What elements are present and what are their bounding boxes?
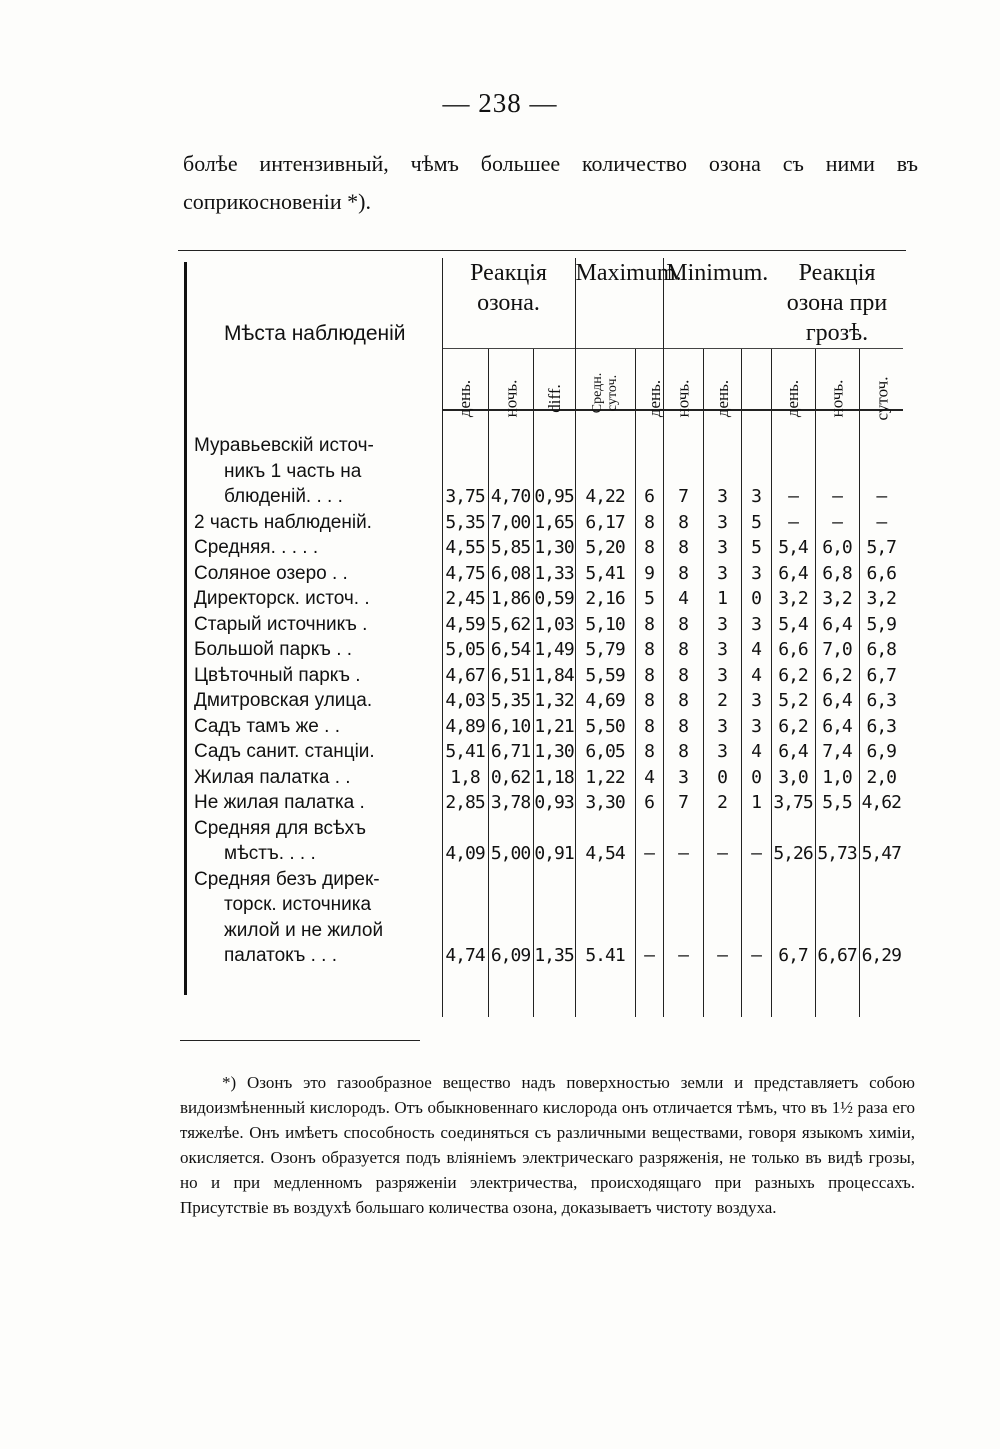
column-header-label: ночь. (501, 379, 520, 418)
table-cell: 1,03 (533, 612, 575, 638)
table-cell: 8 (663, 714, 703, 740)
table-cell: 0,62 (488, 765, 533, 791)
table-cell: 6,7 (859, 663, 903, 689)
footnote: *) Озонъ это газообразное вещество надъ поверхностью земли и представляетъ собою видоизмѣненный кислородъ. Отъ обыкновеннаго кислорода онъ отличается тѣмъ, что въ 1½ раза его тяжелѣе. Онъ имѣетъ способность соединяться съ различными веществами, говоря языкомъ химіи, окисляется. Озонъ образуется подъ вліяніемъ электрическаго разряженія, не только въ видѣ грозы, но и при медленномъ разряженіи электричества, происходящаго при разныхъ процессахъ. Присутствіе въ воздухѣ большаго количества озона, доказываетъ чистоту воздуха. (180, 1073, 915, 1217)
table-cell: — (663, 867, 703, 969)
table-cell: 6,7 (771, 867, 815, 969)
table-cell: 5,47 (859, 816, 903, 867)
table-cell: — (703, 816, 741, 867)
table-row (188, 535, 903, 561)
column-header (442, 349, 488, 418)
table-cell: 5,7 (859, 535, 903, 561)
table-cell: 4,75 (442, 561, 488, 587)
table-cell: 5.41 (575, 867, 635, 969)
table-cell: 3 (703, 612, 741, 638)
table-cell: 5,50 (575, 714, 635, 740)
table-cell: — (859, 510, 903, 536)
table-cell: 0 (741, 586, 771, 612)
table-cell: 1 (703, 586, 741, 612)
place-name (188, 586, 442, 612)
table-cell: — (771, 510, 815, 536)
table-cell: 4,59 (442, 612, 488, 638)
column-header (815, 349, 859, 418)
table-cell: 1,18 (533, 765, 575, 791)
table-cell: 0,91 (533, 816, 575, 867)
table-cell: 3 (663, 765, 703, 791)
table-cell: 6 (635, 433, 663, 510)
table-cell: 4,55 (442, 535, 488, 561)
table-cell: 0 (703, 765, 741, 791)
table-cell: 8 (663, 535, 703, 561)
column-header-label: ночь. (827, 379, 847, 418)
table-cell: 8 (635, 714, 663, 740)
table-cell: 5,59 (575, 663, 635, 689)
table-cell: 6,3 (859, 714, 903, 740)
table-cell: 7 (663, 433, 703, 510)
column-header-label: Средн. суточ. (590, 372, 621, 414)
table-cell: 6,51 (488, 663, 533, 689)
ozone-table (188, 258, 903, 1017)
table-cell: 4,09 (442, 816, 488, 867)
table-cell: 8 (635, 535, 663, 561)
table-cell: 3 (741, 714, 771, 740)
group-header-storm-reaction: Реакція озона при грозѣ. (786, 260, 888, 346)
table-cell: — (635, 867, 663, 969)
table-cell: 6,3 (859, 688, 903, 714)
intro-paragraph: болѣе интензивный, чѣмъ большее количество озона съ ними въ соприкосновеніи *). (183, 151, 918, 214)
place-name-line: мѣстъ. . . . (224, 843, 316, 864)
table-row (188, 561, 903, 587)
table-cell: 3 (703, 714, 741, 740)
place-name-line: Не жилая палатка . (194, 792, 365, 813)
table-cell: 4,67 (442, 663, 488, 689)
table-cell: 6,29 (859, 867, 903, 969)
table-cell: 8 (663, 510, 703, 536)
place-name-line: Директорск. источ. . (194, 588, 370, 609)
table-cell: 6,4 (771, 739, 815, 765)
table-cell: 2 (703, 790, 741, 816)
table-row (188, 790, 903, 816)
table-cell: 3,2 (859, 586, 903, 612)
place-name (188, 765, 442, 791)
group-header-reaction: Реакція озона. (442, 258, 575, 349)
table-cell: 8 (635, 637, 663, 663)
column-header-label: день. (455, 379, 475, 418)
place-name-line: Средняя для всѣхъ (194, 817, 367, 839)
place-name (188, 688, 442, 714)
table-cell: 5,4 (771, 612, 815, 638)
table-cell: 6,2 (815, 663, 859, 689)
place-name-line: палатокъ . . . (224, 945, 338, 966)
place-name-line: Муравьевскій источ- (194, 435, 374, 456)
table-cell: 2,85 (442, 790, 488, 816)
place-name (188, 433, 442, 510)
places-column-header: Мѣста наблюденій (223, 322, 406, 345)
table-cell: 3 (703, 561, 741, 587)
table-cell: — (741, 867, 771, 969)
table-cell: 3 (703, 535, 741, 561)
table-cell: 1 (741, 790, 771, 816)
table-cell: 5,20 (575, 535, 635, 561)
table-cell: 3,30 (575, 790, 635, 816)
table-cell: 4,54 (575, 816, 635, 867)
place-name (188, 663, 442, 689)
column-header (663, 349, 703, 418)
table-cell: 5 (741, 535, 771, 561)
table-cell: 1,30 (533, 739, 575, 765)
place-name-line: блюденій. . . . (224, 486, 343, 507)
ozone-table-frame (178, 250, 906, 995)
table-cell: 8 (635, 739, 663, 765)
table-cell: 4 (663, 586, 703, 612)
place-name-line: жилой и не жилой (224, 919, 384, 941)
table-cell: 1,30 (533, 535, 575, 561)
column-header-label: день. (783, 379, 803, 418)
table-cell: 8 (663, 688, 703, 714)
table-cell: 5,10 (575, 612, 635, 638)
table-cell: 8 (635, 612, 663, 638)
table-cell: 6,67 (815, 867, 859, 969)
table-cell: 2,0 (859, 765, 903, 791)
column-header (488, 349, 533, 418)
table-cell: 0 (741, 765, 771, 791)
table-cell: 1,33 (533, 561, 575, 587)
table-cell: 6,17 (575, 510, 635, 536)
table-cell: 3 (703, 663, 741, 689)
table-row (188, 714, 903, 740)
table-cell: 7,4 (815, 739, 859, 765)
table-cell: 8 (635, 663, 663, 689)
table-cell: 5,62 (488, 612, 533, 638)
place-name-line: Средняя безъ дирек- (194, 868, 380, 890)
column-header (575, 349, 635, 414)
table-row (188, 612, 903, 638)
table-cell: 5,35 (488, 688, 533, 714)
place-name-line: торск. источника (224, 894, 372, 915)
place-name (188, 535, 442, 561)
table-cell: 3 (703, 510, 741, 536)
table-cell: 6,8 (815, 561, 859, 587)
place-name (188, 816, 442, 867)
table-cell: 7 (663, 790, 703, 816)
place-name-line: Цвѣточный паркъ . (194, 664, 361, 686)
place-name (188, 510, 442, 536)
column-header (741, 349, 771, 411)
table-cell: 3 (741, 561, 771, 587)
table-cell: 6,2 (771, 714, 815, 740)
table-cell: 2 (703, 688, 741, 714)
table-cell: 4,03 (442, 688, 488, 714)
table-cell: 5,00 (488, 816, 533, 867)
table-cell: 8 (663, 612, 703, 638)
table-cell: 7,00 (488, 510, 533, 536)
table-cell: 6,05 (575, 739, 635, 765)
table-cell: 5,9 (859, 612, 903, 638)
page-number: — 238 — (442, 88, 558, 118)
table-cell: 5,41 (575, 561, 635, 587)
table-cell: — (741, 816, 771, 867)
table-cell: 5,05 (442, 637, 488, 663)
table-cell: 5,41 (442, 739, 488, 765)
table-cell: 3 (741, 688, 771, 714)
table-cell: 5,79 (575, 637, 635, 663)
table-row (188, 663, 903, 689)
place-name (188, 612, 442, 638)
table-cell: 6,0 (815, 535, 859, 561)
table-cell: 8 (663, 739, 703, 765)
table-cell: 5,26 (771, 816, 815, 867)
table-cell: 1,22 (575, 765, 635, 791)
place-name-line: Старый источникъ . (194, 613, 368, 635)
table-cell: 5,2 (771, 688, 815, 714)
table-cell: 6,09 (488, 867, 533, 969)
table-cell: 5,85 (488, 535, 533, 561)
table-cell: 6,08 (488, 561, 533, 587)
place-name-line: Дмитровская улица. (194, 690, 373, 711)
table-cell: 1,0 (815, 765, 859, 791)
table-cell: — (771, 433, 815, 510)
table-cell: — (815, 510, 859, 536)
place-name-line: Садъ тамъ же . . (194, 715, 340, 737)
table-cell: 4 (635, 765, 663, 791)
table-row (188, 816, 903, 867)
column-header-label: день. (712, 379, 732, 418)
table-cell: 3 (741, 612, 771, 638)
table-cell: — (859, 433, 903, 510)
table-cell: 8 (635, 688, 663, 714)
table-cell: 0,93 (533, 790, 575, 816)
column-header (771, 349, 815, 418)
table-cell: — (703, 867, 741, 969)
table-cell: 6,4 (815, 714, 859, 740)
table-cell: 3,0 (771, 765, 815, 791)
column-header-label: diff. (544, 384, 564, 413)
table-cell: — (815, 433, 859, 510)
table-cell: 4 (741, 637, 771, 663)
column-header-label: день. (644, 379, 664, 418)
table-cell: 3,75 (771, 790, 815, 816)
column-header (859, 349, 903, 421)
table-cell: — (663, 816, 703, 867)
table-row (188, 867, 903, 969)
place-name (188, 867, 442, 969)
place-name (188, 739, 442, 765)
table-cell: 5,4 (771, 535, 815, 561)
table-cell: 4,69 (575, 688, 635, 714)
place-name-line: Соляное озеро . . (194, 562, 348, 584)
table-cell: 6,10 (488, 714, 533, 740)
table-cell: 8 (663, 637, 703, 663)
table-cell: 6,71 (488, 739, 533, 765)
place-name (188, 714, 442, 740)
place-name-line: Средняя. . . . . (194, 537, 319, 558)
table-cell: 3 (703, 433, 741, 510)
table-cell: — (635, 816, 663, 867)
table-cell: 4 (741, 739, 771, 765)
table-cell: 6,4 (771, 561, 815, 587)
table-cell: 5,73 (815, 816, 859, 867)
place-name (188, 790, 442, 816)
table-cell: 3 (703, 637, 741, 663)
table-cell: 6,2 (771, 663, 815, 689)
column-header-label: суточ. (871, 376, 891, 421)
place-name (188, 561, 442, 587)
table-cell: 1,21 (533, 714, 575, 740)
table-cell: 4,74 (442, 867, 488, 969)
column-header (635, 349, 664, 418)
table-row (188, 586, 903, 612)
footnote-rule (180, 1040, 420, 1041)
table-cell: 2,45 (442, 586, 488, 612)
table-cell: 1,32 (533, 688, 575, 714)
place-name-line: Садъ санит. станціи. (194, 741, 375, 762)
column-header (533, 349, 575, 411)
table-cell: 1,84 (533, 663, 575, 689)
table-row (188, 765, 903, 791)
table-cell: 6 (635, 790, 663, 816)
table-row (188, 739, 903, 765)
table-cell: 4,89 (442, 714, 488, 740)
place-name-line: Жилая палатка . . (194, 766, 351, 788)
table-cell: 1,86 (488, 586, 533, 612)
table-top-rule (178, 250, 906, 251)
table-cell: 1,35 (533, 867, 575, 969)
table-cell: 6,54 (488, 637, 533, 663)
table-row (188, 510, 903, 536)
table-row (188, 637, 903, 663)
table-cell: 4 (741, 663, 771, 689)
table-cell: 8 (635, 510, 663, 536)
table-cell: 6,8 (859, 637, 903, 663)
group-header-minimum: Minimum. (663, 258, 771, 349)
table-cell: 3 (741, 433, 771, 510)
place-name-line: 2 часть наблюденій. (194, 511, 372, 533)
table-cell: 1,49 (533, 637, 575, 663)
place-name-line: Большой паркъ . . (194, 639, 353, 660)
table-cell: 3,2 (771, 586, 815, 612)
place-name (188, 637, 442, 663)
table-cell: 4,62 (859, 790, 903, 816)
table-cell: 4,70 (488, 433, 533, 510)
table-cell: 3,2 (815, 586, 859, 612)
table-cell: 6,6 (859, 561, 903, 587)
table-cell: 8 (663, 663, 703, 689)
place-name-line: никъ 1 часть на (224, 460, 362, 482)
table-cell: 7,0 (815, 637, 859, 663)
table-cell: 3,75 (442, 433, 488, 510)
table-cell: 1,8 (442, 765, 488, 791)
table-cell: 1,65 (533, 510, 575, 536)
table-cell: 4,22 (575, 433, 635, 510)
table-cell: 6,4 (815, 688, 859, 714)
table-cell: 8 (663, 561, 703, 587)
table-cell: 3,78 (488, 790, 533, 816)
column-header (703, 349, 741, 418)
table-cell: 0,95 (533, 433, 575, 510)
table-cell: 5,35 (442, 510, 488, 536)
table-cell: 6,9 (859, 739, 903, 765)
table-row (188, 688, 903, 714)
table-cell: 3 (703, 739, 741, 765)
table-cell: 5,5 (815, 790, 859, 816)
table-cell: 0,59 (533, 586, 575, 612)
table-cell: 5 (635, 586, 663, 612)
table-cell: 9 (635, 561, 663, 587)
table-left-rule (184, 262, 187, 995)
table-row (188, 433, 903, 510)
table-cell: 2,16 (575, 586, 635, 612)
table-cell: 6,4 (815, 612, 859, 638)
table-cell: 6,6 (771, 637, 815, 663)
group-header-maximum: Maximum. (575, 258, 663, 349)
column-header-label: ночь. (673, 379, 693, 418)
table-cell: 5 (741, 510, 771, 536)
